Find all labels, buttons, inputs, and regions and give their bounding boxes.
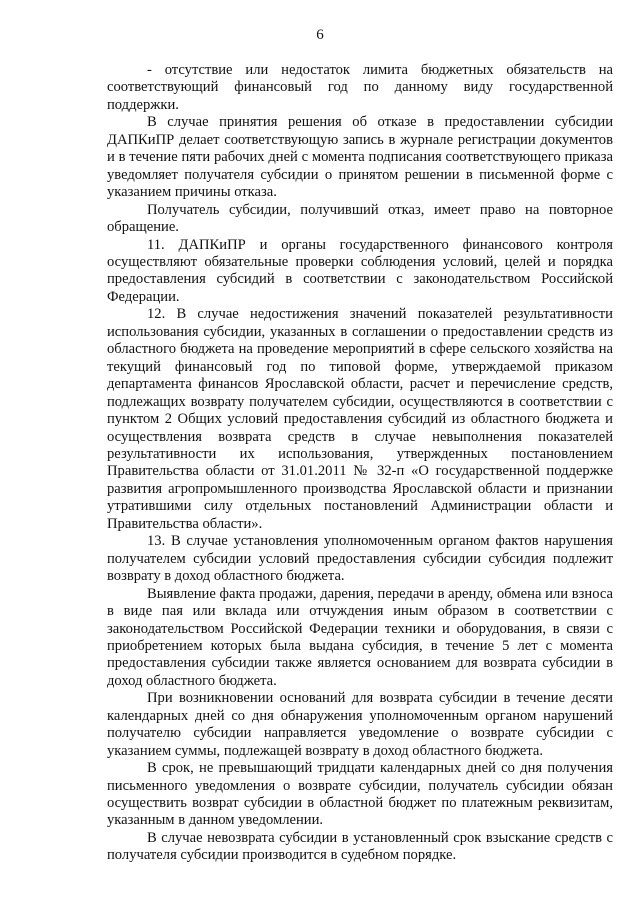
paragraph: В случае принятия решения об отказе в предоставлении субсидии ДАПКиПР делает соответствующую запись в журнале регистрации документов и в течение пяти рабочих дней с момента подписания соответствующего приказа уведомляет получателя субсидии о принятом решении в письменной форме с указанием причины отказа.	[107, 114, 613, 201]
paragraph: 13. В случае установления уполномоченным органом фактов нарушения получателем субсидии условий предоставления субсидии субсидия подлежит возврату в доход областного бюджета.	[107, 533, 613, 585]
paragraph: В срок, не превышающий тридцати календарных дней со дня получения письменного уведомления о возврате субсидии, получатель субсидии обязан осуществить возврат субсидии в областной бюджет по платежным реквизитам, указанным в данном уведомлении.	[107, 760, 613, 829]
document-body	[107, 62, 613, 865]
paragraph: Выявление факта продажи, дарения, передачи в аренду, обмена или взноса в виде пая или вклада или отчуждения иным образом в соответствии с законодательством Российской Федерации техники и оборудования, в связи с приобретением которых была выдана субсидия, в течение 5 лет с момента предоставления субсидии также является основанием для возврата субсидии в доход областного бюджета.	[107, 585, 613, 689]
paragraph: - отсутствие или недостаток лимита бюджетных обязательств на соответствующий финансовый год по данному виду государственной поддержки.	[107, 62, 613, 113]
paragraph: В случае невозврата субсидии в установленный срок взыскание средств с получателя субсидии производится в судебном порядке.	[107, 829, 613, 864]
paragraph: 12. В случае недостижения значений показателей результативности использования субсидии, указанных в соглашении о предоставлении средств из областного бюджета на проведение мероприятий в сфере сельского хозяйства на текущий финансовый год по типовой форме, утверждаемой приказом департамента финансов Ярославской области, расчет и перечисление средств, подлежащих возврату получателем субсидии, осуществляются в соответствии с пунктом 2 Общих условий предоставления субсидий из областного бюджета и осуществления возврата средств в случае невыполнения показателей результативности их использования, утвержденных постановлением Правительства области от 31.01.2011 № 32-п «О государственной поддержке развития агропромышленного производства Ярославской области и признании утратившими силу отдельных постановлений Администрации области и Правительства области».	[107, 306, 613, 532]
paragraph: При возникновении оснований для возврата субсидии в течение десяти календарных дней со дня обнаружения уполномоченным органом нарушений получателю субсидии направляется уведомление о возврате субсидии с указанием суммы, подлежащей возврату в доход областного бюджета.	[107, 690, 613, 759]
page-number: 6	[316, 27, 324, 43]
paragraph: 11. ДАПКиПР и органы государственного финансового контроля осуществляют обязательные проверки соблюдения условий, целей и порядка предоставления субсидий в соответствии с законодательством Российской Федерации.	[107, 236, 613, 305]
paragraph: Получатель субсидии, получивший отказ, имеет право на повторное обращение.	[107, 201, 613, 236]
